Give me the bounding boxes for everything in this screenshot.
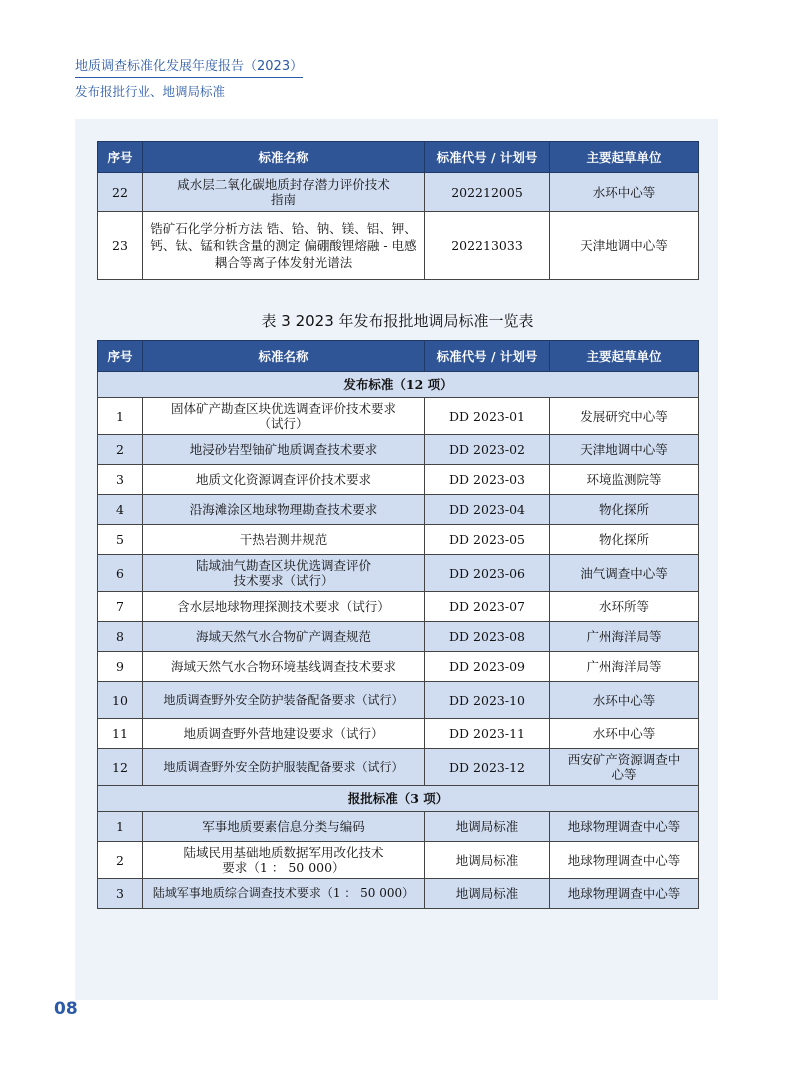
cell-code: DD 2023-09 [425, 652, 550, 682]
table-row [98, 622, 699, 652]
section-row-published [98, 372, 699, 398]
cell-unit: 发展研究中心等 [550, 398, 699, 435]
cell-name: 固体矿产勘查区块优选调查评价技术要求（试行） [143, 398, 425, 435]
cell-code: DD 2023-10 [425, 682, 550, 719]
table-row [98, 842, 699, 879]
cell-name: 锆矿石化学分析方法 锆、铪、钠、镁、铝、钾、钙、钛、锰和铁含量的测定 偏硼酸锂熔融 - 电感耦合等离子体发射光谱法 [143, 212, 425, 280]
cell-unit: 地球物理调查中心等 [550, 812, 699, 842]
cell-unit: 地球物理调查中心等 [550, 842, 699, 879]
cell-no: 5 [98, 525, 143, 555]
cell-no: 22 [98, 173, 143, 212]
cell-code: 地调局标准 [425, 842, 550, 879]
cell-name: 地质调查野外安全防护服装配备要求（试行） [143, 749, 425, 786]
col-header-name: 标准名称 [143, 142, 425, 173]
cell-unit: 水环中心等 [550, 682, 699, 719]
cell-name: 陆域油气勘查区块优选调查评价技术要求（试行） [143, 555, 425, 592]
cell-name: 军事地质要素信息分类与编码 [143, 812, 425, 842]
cell-unit: 广州海洋局等 [550, 622, 699, 652]
cell-code: DD 2023-08 [425, 622, 550, 652]
cell-no: 10 [98, 682, 143, 719]
table-row [98, 749, 699, 786]
cell-code: DD 2023-11 [425, 719, 550, 749]
cell-code: 地调局标准 [425, 879, 550, 909]
cell-name: 地质文化资源调查评价技术要求 [143, 465, 425, 495]
cell-unit: 地球物理调查中心等 [550, 879, 699, 909]
cell-no: 3 [98, 879, 143, 909]
cell-unit: 物化探所 [550, 495, 699, 525]
col-header-no: 序号 [98, 341, 143, 372]
table-row [98, 719, 699, 749]
cell-code: DD 2023-01 [425, 398, 550, 435]
col-header-unit: 主要起草单位 [550, 341, 699, 372]
col-header-no: 序号 [98, 142, 143, 173]
table-row [98, 555, 699, 592]
cell-name: 咸水层二氧化碳地质封存潜力评价技术指南 [143, 173, 425, 212]
table-row [98, 398, 699, 435]
table-row [98, 435, 699, 465]
table-row [98, 212, 699, 280]
cell-name: 海域天然气水合物矿产调查规范 [143, 622, 425, 652]
cell-no: 9 [98, 652, 143, 682]
cell-name: 地质调查野外营地建设要求（试行） [143, 719, 425, 749]
cell-name: 陆域民用基础地质数据军用改化技术要求（1 ： 50 000） [143, 842, 425, 879]
table-header-row [98, 341, 699, 372]
cell-unit: 水环所等 [550, 592, 699, 622]
cell-unit: 水环中心等 [550, 719, 699, 749]
table-header-row [98, 142, 699, 173]
table-row [98, 652, 699, 682]
cell-code: DD 2023-06 [425, 555, 550, 592]
cell-no: 2 [98, 842, 143, 879]
col-header-unit: 主要起草单位 [550, 142, 699, 173]
cell-no: 2 [98, 435, 143, 465]
report-title: 地质调查标准化发展年度报告（2023） [75, 55, 303, 78]
cell-no: 11 [98, 719, 143, 749]
table-row [98, 682, 699, 719]
table-row [98, 525, 699, 555]
cell-no: 7 [98, 592, 143, 622]
section-row-approval [98, 786, 699, 812]
section-title: 发布标准（12 项） [98, 372, 699, 398]
cell-unit: 天津地调中心等 [550, 212, 699, 280]
cell-no: 23 [98, 212, 143, 280]
cell-no: 4 [98, 495, 143, 525]
cell-name: 海域天然气水合物环境基线调查技术要求 [143, 652, 425, 682]
cell-code: DD 2023-04 [425, 495, 550, 525]
cell-code: DD 2023-12 [425, 749, 550, 786]
cell-unit: 天津地调中心等 [550, 435, 699, 465]
cell-code: 地调局标准 [425, 812, 550, 842]
page-number: 08 [54, 999, 78, 1019]
section-title: 报批标准（3 项） [98, 786, 699, 812]
table-row [98, 495, 699, 525]
table-row [98, 465, 699, 495]
cell-no: 1 [98, 812, 143, 842]
cell-unit: 油气调查中心等 [550, 555, 699, 592]
col-header-code: 标准代号 / 计划号 [425, 341, 550, 372]
cell-unit: 物化探所 [550, 525, 699, 555]
cell-code: DD 2023-03 [425, 465, 550, 495]
cell-unit: 广州海洋局等 [550, 652, 699, 682]
cell-no: 12 [98, 749, 143, 786]
cell-code: 202212005 [425, 173, 550, 212]
cell-no: 1 [98, 398, 143, 435]
cell-no: 3 [98, 465, 143, 495]
table-row [98, 173, 699, 212]
cell-code: DD 2023-02 [425, 435, 550, 465]
cell-name: 干热岩测井规范 [143, 525, 425, 555]
table-row [98, 879, 699, 909]
col-header-code: 标准代号 / 计划号 [425, 142, 550, 173]
cell-code: DD 2023-05 [425, 525, 550, 555]
cell-unit: 水环中心等 [550, 173, 699, 212]
section-subtitle: 发布报批行业、地调局标准 [75, 84, 226, 99]
cell-name: 陆域军事地质综合调查技术要求（1 ： 50 000） [143, 879, 425, 909]
cell-name: 地浸砂岩型铀矿地质调查技术要求 [143, 435, 425, 465]
table-row [98, 812, 699, 842]
table3-standards-list [97, 340, 699, 909]
cell-unit: 环境监测院等 [550, 465, 699, 495]
col-header-name: 标准名称 [143, 341, 425, 372]
cell-name: 地质调查野外安全防护装备配备要求（试行） [143, 682, 425, 719]
cell-unit: 西安矿产资源调查中心等 [550, 749, 699, 786]
running-header [75, 55, 303, 100]
table-caption: 表 3 2023 年发布报批地调局标准一览表 [261, 312, 534, 330]
cell-code: DD 2023-07 [425, 592, 550, 622]
cell-name: 沿海滩涂区地球物理勘查技术要求 [143, 495, 425, 525]
cell-no: 8 [98, 622, 143, 652]
table-row [98, 592, 699, 622]
cell-code: 202213033 [425, 212, 550, 280]
cell-name: 含水层地球物理探测技术要求（试行） [143, 592, 425, 622]
cell-no: 6 [98, 555, 143, 592]
continued-standards-table [97, 141, 699, 280]
